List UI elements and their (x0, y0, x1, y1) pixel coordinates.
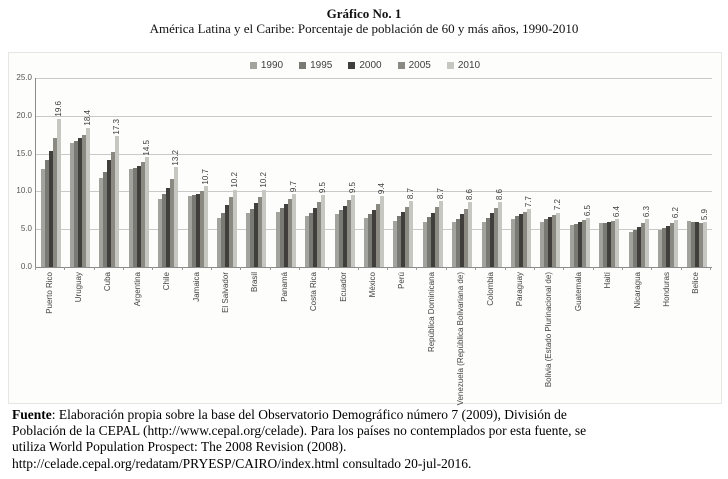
x-axis-category-label: Perú (397, 272, 407, 289)
axis-tick (506, 267, 535, 270)
bar-2010 (86, 128, 90, 267)
data-label: 14.5 (141, 139, 151, 156)
data-label: 7.7 (523, 195, 533, 207)
data-label: 7.2 (553, 199, 563, 211)
bar-2010 (321, 195, 325, 267)
x-label-cell (388, 272, 417, 289)
bar-2010 (233, 190, 237, 267)
x-axis-category-label: El Salvador (221, 272, 231, 313)
source-note (12, 407, 618, 472)
legend-label: 2005 (408, 60, 431, 71)
data-label: 6.3 (641, 206, 651, 218)
x-axis-category-label: Belice (691, 272, 701, 294)
bar-2010 (204, 186, 208, 267)
axis-tick (535, 267, 564, 270)
data-label: 10.7 (200, 168, 210, 185)
bar-group (271, 78, 300, 267)
x-label-cell (94, 272, 123, 291)
bar-2010 (174, 167, 178, 267)
legend-swatch-icon (348, 62, 355, 69)
x-axis-category-label: Colombia (485, 272, 495, 306)
bar-2010 (586, 218, 590, 267)
axis-tick (652, 267, 681, 270)
legend-swatch-icon (398, 62, 405, 69)
chart-title: Gráfico No. 1 (326, 6, 402, 21)
bar-2010 (439, 201, 443, 267)
bar-group (65, 78, 94, 267)
bar-group (183, 78, 212, 267)
x-label-cell (182, 272, 211, 302)
legend-label: 1995 (310, 60, 333, 71)
x-label-cell (270, 272, 299, 302)
axis-tick (35, 267, 65, 270)
bar-group (330, 78, 359, 267)
data-label: 5.9 (700, 209, 710, 221)
x-axis-category-label: Bolivia (Estado Plurinacional de) (544, 272, 554, 388)
y-axis-tick-label: 20.0 (16, 110, 32, 120)
source-label: Fuente (12, 407, 52, 422)
bar-group (565, 78, 594, 267)
x-label-cell (535, 272, 564, 387)
bar-group (477, 78, 506, 267)
bar-group (95, 78, 124, 267)
legend-swatch-icon (447, 62, 454, 69)
data-label: 13.2 (171, 149, 181, 166)
y-axis-tick-label: 0.0 (20, 262, 32, 271)
legend-item-2000 (348, 60, 381, 71)
axis-tick (95, 267, 124, 270)
bar-2010 (115, 136, 119, 267)
legend-swatch-icon (250, 62, 257, 69)
x-axis-category-label: Guatemala (573, 272, 583, 312)
data-label: 19.6 (53, 101, 63, 117)
bar-groups (36, 78, 712, 267)
y-axis-tick-label: 10.0 (16, 186, 32, 196)
axis-tick (682, 267, 711, 270)
source-text: : Elaboración propia sobre la base del Observatorio Demográfico número 7 (2009), División de Población de la CEPAL (http://www.cepal.org/celade). Para los países no contemplados por esta fuente, se utiliza World Population Prospect: The 2008 Revision (2008). http://celade.cepal.org/redatam/PRYESP/CAIRO/index.html consultado 20-jul-2016. (12, 407, 587, 471)
data-label: 6.2 (670, 207, 680, 219)
axis-tick (476, 267, 505, 270)
x-axis-category-label: Argentina (132, 272, 142, 307)
bar-group (389, 78, 418, 267)
x-axis-category-label: Brasil (250, 272, 260, 293)
bar-group (594, 78, 623, 267)
legend-label: 1990 (260, 60, 284, 71)
data-label: 6.5 (582, 204, 592, 216)
axis-tick (447, 267, 476, 270)
legend-item-2005 (398, 60, 431, 71)
chart-subtitle: América Latina y el Caribe: Porcentaje de población de 60 y más años, 1990-2010 (149, 21, 579, 36)
data-label: 9.5 (318, 182, 328, 194)
bar-2010 (292, 194, 296, 267)
x-axis-ticks (35, 267, 711, 270)
bar-2010 (351, 195, 355, 267)
data-label: 8.7 (406, 188, 416, 200)
bar-group (653, 78, 682, 267)
bar-2010 (57, 119, 61, 267)
bar-group (301, 78, 330, 267)
bar-group (683, 78, 712, 267)
axis-tick (594, 267, 623, 270)
axis-tick (388, 267, 417, 270)
x-axis-labels (35, 272, 711, 405)
legend-label: 2000 (359, 60, 382, 71)
axis-tick (153, 267, 182, 270)
bar-group (36, 78, 65, 267)
data-label: 9.5 (347, 182, 357, 194)
x-axis-category-label: Ecuador (338, 272, 348, 302)
axis-tick (183, 267, 212, 270)
axis-tick (65, 267, 94, 270)
x-axis-category-label: Costa Rica (309, 272, 319, 312)
data-label: 10.2 (259, 172, 269, 188)
x-axis-category-label: Uruguay (74, 272, 84, 303)
bar-group (418, 78, 447, 267)
bar-group (359, 78, 388, 267)
bar-group (506, 78, 535, 267)
bar-2010 (409, 201, 413, 267)
y-axis-tick-label: 25.0 (16, 73, 32, 82)
x-label-cell (241, 272, 270, 292)
y-axis-tick-label: 15.0 (16, 148, 32, 158)
x-label-cell (64, 272, 93, 302)
x-axis-category-label: Chile (162, 272, 172, 291)
data-label: 8.6 (465, 188, 475, 200)
bar-2010 (645, 219, 649, 267)
bar-2010 (556, 213, 560, 267)
bar-2010 (380, 196, 384, 267)
bar-group (124, 78, 153, 267)
x-label-cell (123, 272, 152, 306)
legend (9, 60, 721, 71)
data-label: 8.6 (494, 188, 504, 200)
bar-2010 (527, 209, 531, 267)
bar-2010 (468, 202, 472, 267)
bar-group (154, 78, 183, 267)
bar-group (212, 78, 241, 267)
x-label-cell (652, 272, 681, 307)
axis-tick (417, 267, 446, 270)
bar-2010 (262, 190, 266, 267)
x-label-cell (505, 272, 534, 306)
bar-group (242, 78, 271, 267)
x-label-cell (476, 272, 505, 306)
x-label-cell (153, 272, 182, 290)
x-label-cell (417, 272, 446, 352)
x-label-cell (300, 272, 329, 311)
x-label-cell (446, 272, 475, 405)
x-axis-category-label: Jamaica (191, 272, 201, 302)
x-axis-category-label: Panamá (279, 272, 289, 302)
legend-swatch-icon (299, 62, 306, 69)
legend-item-1990 (250, 60, 283, 71)
bar-2010 (498, 202, 502, 267)
data-label: 17.3 (112, 118, 122, 135)
data-label: 10.2 (230, 172, 240, 188)
x-axis-category-label: República Dominicana (426, 272, 436, 353)
axis-tick (124, 267, 153, 270)
bar-2010 (615, 219, 619, 267)
x-label-cell (682, 272, 711, 294)
axis-tick (359, 267, 388, 270)
x-label-cell (564, 272, 593, 311)
legend-item-2010 (447, 60, 480, 71)
bar-2010 (145, 157, 149, 267)
axis-tick (329, 267, 358, 270)
plot-area (16, 73, 712, 271)
axis-tick (271, 267, 300, 270)
x-label-cell (211, 272, 240, 313)
bar-group (624, 78, 653, 267)
axis-tick (241, 267, 270, 270)
data-label: 9.4 (376, 182, 386, 194)
bar-group (447, 78, 476, 267)
x-axis-category-label: Honduras (661, 272, 671, 307)
bar-chart (8, 52, 722, 404)
x-axis-category-label: Venezuela (República Bolivariana de) (456, 272, 466, 406)
axis-tick (212, 267, 241, 270)
x-axis-category-label: Haití (603, 272, 613, 289)
axis-tick (623, 267, 652, 270)
axis-tick (564, 267, 593, 270)
data-label: 8.7 (435, 188, 445, 200)
bar-group (536, 78, 565, 267)
x-label-cell (329, 272, 358, 302)
x-axis-category-label: Cuba (103, 272, 113, 292)
bar-2010 (703, 222, 707, 267)
legend-item-1995 (299, 60, 332, 71)
data-label: 6.4 (612, 205, 622, 217)
x-axis-category-label: Nicaragua (632, 272, 642, 309)
data-label: 18.4 (83, 110, 93, 126)
x-axis-category-label: México (367, 272, 377, 298)
bar-2010 (674, 220, 678, 267)
x-label-cell (358, 272, 387, 297)
x-axis-category-label: Puerto Rico (44, 272, 54, 314)
x-label-cell (35, 272, 64, 314)
x-label-cell (593, 272, 622, 288)
x-label-cell (623, 272, 652, 308)
x-axis-category-label: Paraguay (514, 272, 524, 307)
legend-label: 2010 (457, 60, 481, 71)
y-axis-tick-label: 5.0 (20, 224, 32, 234)
axis-tick (300, 267, 329, 270)
data-label: 9.7 (288, 180, 298, 192)
